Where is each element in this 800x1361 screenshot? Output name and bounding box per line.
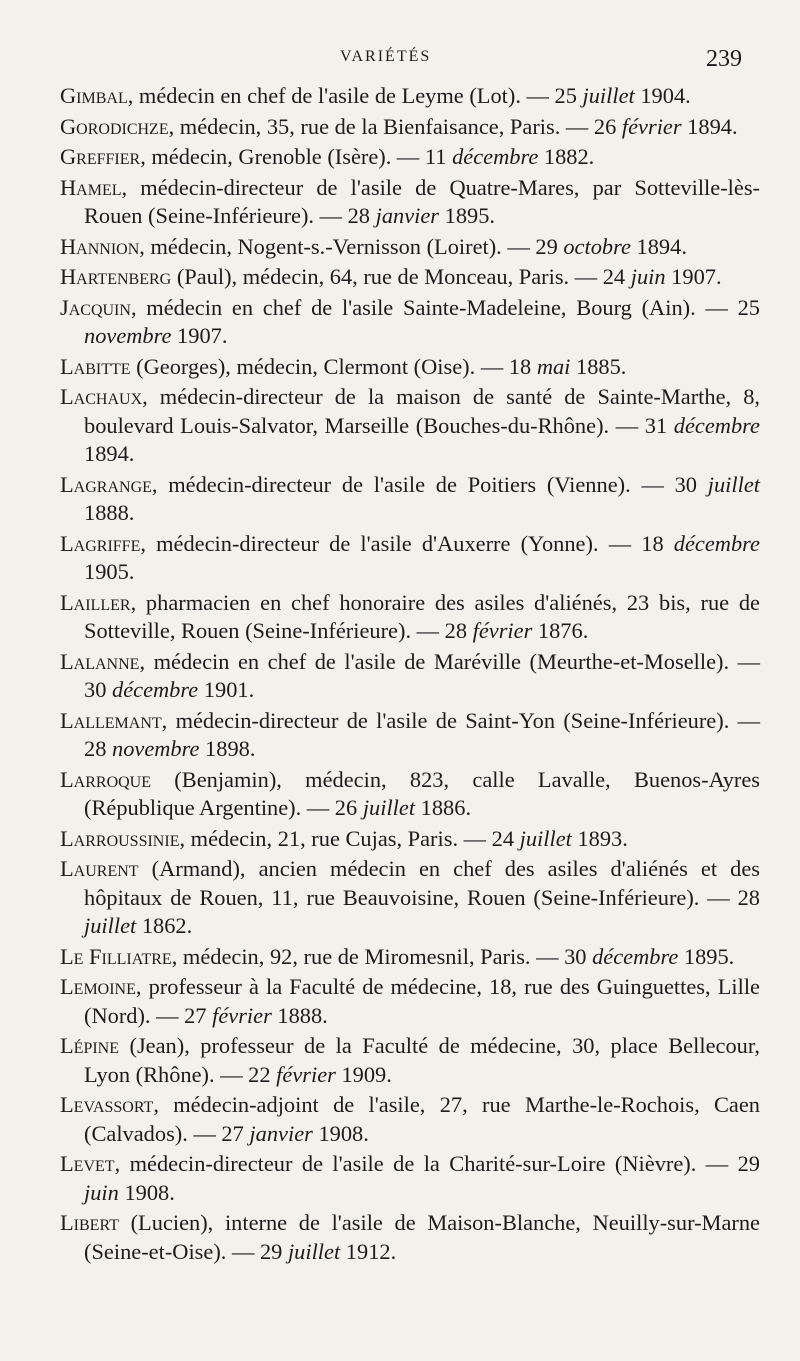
- entry-text: (Lucien), interne de l'asile de Maison-Blanche, Neuilly-sur-Marne (Seine-et-Oise). — 29: [84, 1210, 760, 1264]
- entry-text: , médecin en chef de l'asile de Maréville (Meurthe-et-Moselle). — 30: [84, 648, 760, 702]
- list-item: [60, 855, 760, 941]
- entry-year: 1907.: [665, 264, 722, 289]
- entry-text: , médecin-adjoint de l'asile, 27, rue Marthe-le-Rochois, Caen (Calvados). — 27: [84, 1092, 760, 1146]
- entry-date: décembre: [592, 943, 679, 969]
- list-item: [60, 113, 760, 142]
- entry-year: 1904.: [634, 83, 691, 108]
- list-item: [60, 143, 760, 172]
- entry-name: Lallemant: [60, 707, 162, 733]
- entry-date: janvier: [375, 203, 440, 228]
- entry-text: , médecin-directeur de l'asile de Poitiers (Vienne). — 30: [151, 471, 708, 497]
- entry-text: , médecin, 92, rue de Miromesnil, Paris. — 30: [171, 943, 593, 969]
- list-item: [60, 1209, 760, 1266]
- entry-text: , médecin-directeur de l'asile de la Charité-sur-Loire (Nièvre). — 29: [114, 1151, 760, 1176]
- entry-year: 1912.: [340, 1238, 397, 1264]
- entry-text: , médecin-directeur de l'asile de Saint-Yon (Seine-Inférieure). — 28: [84, 707, 760, 761]
- entry-text: (Benjamin), médecin, 823, calle Lavalle, Buenos-Ayres (République Argentine). — 26: [84, 766, 760, 820]
- entry-text: (Georges), médecin, Clermont (Oise). — 18: [130, 353, 537, 379]
- entry-date: février: [276, 1061, 336, 1087]
- entry-date: juillet: [582, 83, 635, 108]
- entry-year: 1885.: [570, 353, 627, 379]
- entry-name: Lachaux: [60, 384, 143, 409]
- entry-date: novembre: [84, 323, 172, 348]
- entry-date: décembre: [452, 144, 539, 169]
- list-item: [60, 648, 760, 705]
- entry-name: Hartenberg: [60, 264, 172, 289]
- entry-text: , médecin, Nogent-s.-Vernisson (Loiret). — 29: [139, 233, 564, 259]
- list-item: [60, 530, 760, 587]
- entry-name: Larroussinie: [60, 825, 180, 851]
- list-item: [60, 766, 760, 823]
- list-item: [60, 1091, 760, 1148]
- list-item: [60, 174, 760, 231]
- entry-year: 1882.: [538, 144, 595, 169]
- entry-date: janvier: [249, 1120, 313, 1146]
- entry-year: 1908.: [312, 1120, 369, 1146]
- entry-text: , professeur à la Faculté de médecine, 18, rue des Guinguettes, Lille (Nord). — 27: [84, 974, 760, 1028]
- list-item: [60, 353, 760, 382]
- list-item: [60, 471, 760, 528]
- entry-name: Hannion: [60, 233, 140, 259]
- entry-text: , médecin-directeur de l'asile d'Auxerre (Yonne). — 18: [140, 530, 674, 556]
- entry-date: juillet: [84, 913, 137, 938]
- entry-year: 1895.: [678, 943, 735, 969]
- entry-year: 1888.: [271, 1002, 328, 1028]
- list-item: [60, 82, 760, 111]
- entry-text: , médecin en chef de l'asile Sainte-Madeleine, Bourg (Ain). — 25: [130, 294, 760, 320]
- list-item: [60, 1150, 760, 1207]
- entry-name: Hamel: [60, 174, 122, 200]
- entry-name: Lalanne: [60, 648, 140, 674]
- entry-text: (Armand), ancien médecin en chef des asiles d'aliénés et des hôpitaux de Rouen, 11, rue Beauvoisine, Rouen (Seine-Inférieure). — 28: [84, 856, 760, 910]
- entry-year: 1895.: [439, 203, 496, 228]
- entry-name: Laurent: [60, 856, 139, 881]
- entry-date: octobre: [563, 233, 631, 259]
- entry-name: Larroque: [60, 766, 152, 792]
- entry-date: décembre: [673, 412, 760, 438]
- entry-text: , médecin, 35, rue de la Bienfaisance, Paris. — 26: [168, 113, 622, 139]
- entry-text: (Jean), professeur de la Faculté de médecine, 30, place Bellecour, Lyon (Rhône). — 22: [84, 1033, 760, 1087]
- entry-name: Levassort: [60, 1092, 154, 1117]
- list-item: [60, 707, 760, 764]
- entry-date: février: [472, 618, 533, 643]
- entry-name: Jacquin: [60, 294, 131, 320]
- entry-year: 1862.: [136, 913, 193, 938]
- entry-name: Libert: [60, 1210, 119, 1235]
- entry-year: 1893.: [571, 825, 628, 851]
- entry-text: , médecin, Grenoble (Isère). — 11: [140, 144, 453, 169]
- list-item: [60, 263, 760, 292]
- entry-date: juin: [84, 1179, 119, 1205]
- entry-year: 1908.: [118, 1179, 175, 1205]
- entry-name: Labitte: [60, 353, 131, 379]
- entry-year: 1898.: [199, 736, 256, 761]
- list-item: [60, 1032, 760, 1089]
- entry-text: , pharmacien en chef honoraire des asiles d'aliénés, 23 bis, rue de Sotteville, Rouen (Seine-Inférieure). — 28: [84, 589, 760, 643]
- entry-text: , médecin en chef de l'asile de Leyme (Lot). — 25: [127, 83, 583, 108]
- list-item: [60, 233, 760, 262]
- entry-date: février: [212, 1002, 272, 1028]
- entry-date: décembre: [673, 530, 760, 556]
- entry-name: Gimbal: [60, 83, 128, 108]
- entry-year: 1876.: [532, 618, 589, 643]
- entry-year: 1909.: [335, 1061, 392, 1087]
- entry-name: Levet: [60, 1151, 115, 1176]
- list-item: [60, 825, 760, 854]
- entry-date: novembre: [112, 736, 200, 761]
- entry-text: , médecin-directeur de la maison de santé de Sainte-Marthe, 8, boulevard Louis-Salvator, Marseille (Bouches-du-Rhône). — 31: [84, 384, 760, 438]
- page-header: [0, 46, 800, 76]
- entry-year: 1907.: [171, 323, 228, 348]
- entry-name: Lagriffe: [60, 530, 141, 556]
- entry-year: 1905.: [84, 559, 135, 584]
- entry-year: 1888.: [84, 500, 135, 525]
- page-number: 239: [706, 46, 742, 72]
- entry-date: décembre: [112, 677, 199, 702]
- entry-year: 1901.: [198, 677, 255, 702]
- entry-date: mai: [536, 353, 571, 379]
- entry-name: Lagrange: [60, 471, 152, 497]
- list-item: [60, 294, 760, 351]
- entry-name: Lemoine: [60, 974, 136, 999]
- entry-date: juillet: [519, 825, 572, 851]
- entry-date: juin: [630, 264, 666, 289]
- list-item: [60, 943, 760, 972]
- list-item: [60, 589, 760, 646]
- entry-name: Le Filliatre: [60, 943, 172, 969]
- list-item: [60, 383, 760, 469]
- list-item: [60, 973, 760, 1030]
- entry-year: 1894.: [681, 113, 738, 139]
- entry-year: 1886.: [415, 795, 472, 820]
- entry-text: , médecin-directeur de l'asile de Quatre-Mares, par Sotteville-lès-Rouen (Seine-Inférieure). — 28: [84, 174, 760, 228]
- entry-name: Lépine: [60, 1033, 120, 1058]
- entry-text: , médecin, 21, rue Cujas, Paris. — 24: [179, 825, 520, 851]
- entry-name: Lailler: [60, 589, 131, 615]
- entry-date: juillet: [287, 1238, 341, 1264]
- entry-list: [60, 82, 760, 1268]
- entry-text: (Paul), médecin, 64, rue de Monceau, Paris. — 24: [171, 264, 631, 289]
- entry-date: février: [621, 113, 682, 139]
- entry-year: 1894.: [630, 233, 687, 259]
- entry-date: juillet: [362, 795, 416, 820]
- entry-name: Gorodichze: [60, 113, 169, 139]
- running-title: VARIÉTÉS: [340, 48, 432, 65]
- entry-date: juillet: [707, 471, 760, 497]
- entry-name: Greffier: [60, 144, 141, 169]
- entry-year: 1894.: [84, 441, 135, 466]
